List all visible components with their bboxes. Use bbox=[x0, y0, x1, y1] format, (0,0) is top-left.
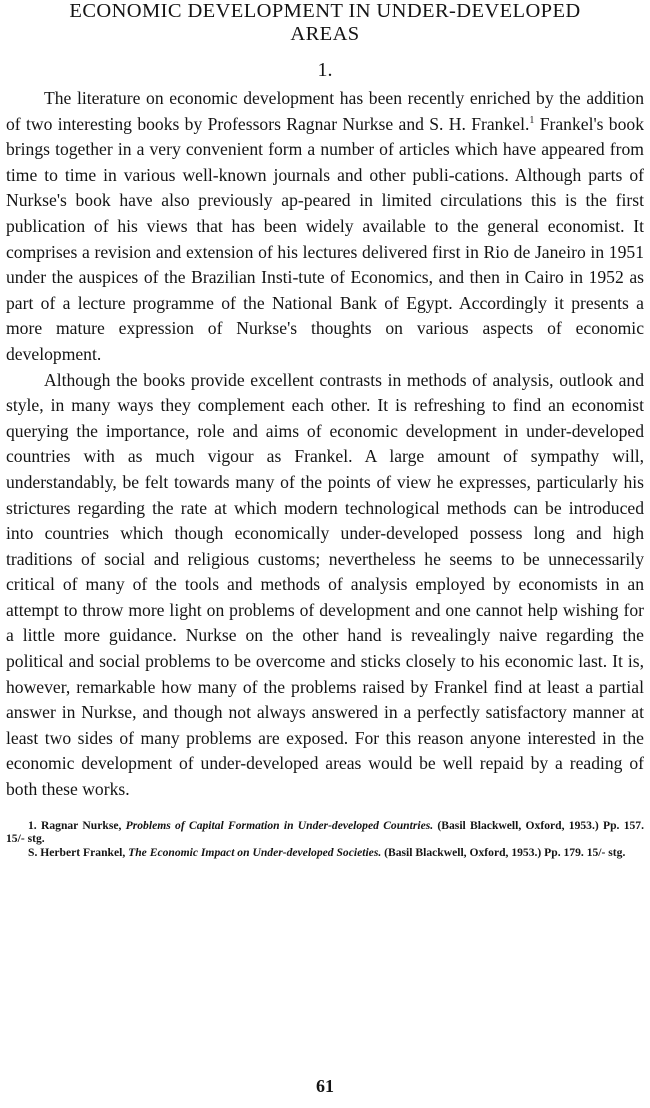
paragraph-1-part-a: The literature on economic development has been recently enriched by the addition of two interesting books by Professors Ragnar Nurkse and S. H. Frankel. bbox=[6, 88, 644, 134]
page-number: 61 bbox=[316, 1076, 334, 1096]
footnote-2-suffix: (Basil Blackwell, Oxford, 1953.) Pp. 179. 15/- stg. bbox=[381, 845, 626, 859]
footnote-1-prefix: 1. Ragnar Nurkse, bbox=[28, 818, 126, 832]
footnote-2 bbox=[6, 846, 644, 860]
footnote-1-book-title: Problems of Capital Formation in Under-developed Countries. bbox=[125, 818, 434, 832]
footnote-2-prefix: S. Herbert Frankel, bbox=[28, 845, 129, 859]
title-line-1: ECONOMIC DEVELOPMENT IN UNDER-DEVELOPED bbox=[69, 0, 581, 22]
article-title bbox=[6, 0, 644, 46]
footnote-1-suffix: (Basil Blackwell, Oxford, 1953.) Pp. 157. 15/- stg. bbox=[6, 818, 644, 846]
footnote-1 bbox=[6, 819, 644, 846]
paragraph-1-part-b: Frankel's book brings together in a very convenient form a number of articles which have appeared from time to time in various well-known journals and other publi-cations. Although parts of Nurkse's book have also previously ap-peared in limited circulations this is the first publication of his views that has been widely available to the general economist. It comprises a revision and extension of his lectures delivered first in Rio de Janeiro in 1951 under the auspices of the Brazilian Insti-tute of Economics, and then in Cairo in 1952 as part of a lecture programme of the National Bank of Egypt. Accordingly it presents a more mature expression of Nurkse's thoughts on various aspects of economic development. bbox=[6, 113, 644, 364]
section-number: 1. bbox=[317, 59, 333, 81]
paragraph-2: Although the books provide excellent contrasts in methods of analysis, outlook and style, in many ways they complement each other. It is refreshing to find an economist querying the importance, role and aims of economic development in under-developed countries with as much vigour as Frankel. A large amount of sympathy will, understandably, be felt towards many of the points of view he expresses, particularly his strictures regarding the rate at which modern technological methods can be introduced into countries which though economically under-developed possess long and high traditions of social and religious customs; nevertheless he seems to be unnecessarily critical of many of the tools and methods of analysis employed by economists in an attempt to throw more light on problems of development and one cannot help wishing for a little more guidance. Nurkse on the other hand is revealingly naive regarding the political and social problems to be overcome and sticks closely to his economic last. It is, however, remarkable how many of the problems raised by Frankel find at least a partial answer in Nurkse, and though not always answered in a perfectly satisfactory manner at least two sides of many problems are exposed. For this reason anyone interested in the economic development of under-developed areas would be well repaid by a reading of both these works. bbox=[6, 369, 644, 800]
footnote-ref-1: 1 bbox=[529, 114, 535, 126]
footnote-2-book-title: The Economic Impact on Under-developed Societies. bbox=[128, 845, 382, 859]
paragraph-1 bbox=[6, 86, 644, 368]
footnotes bbox=[6, 819, 644, 860]
title-line-2: AREAS bbox=[290, 23, 360, 45]
